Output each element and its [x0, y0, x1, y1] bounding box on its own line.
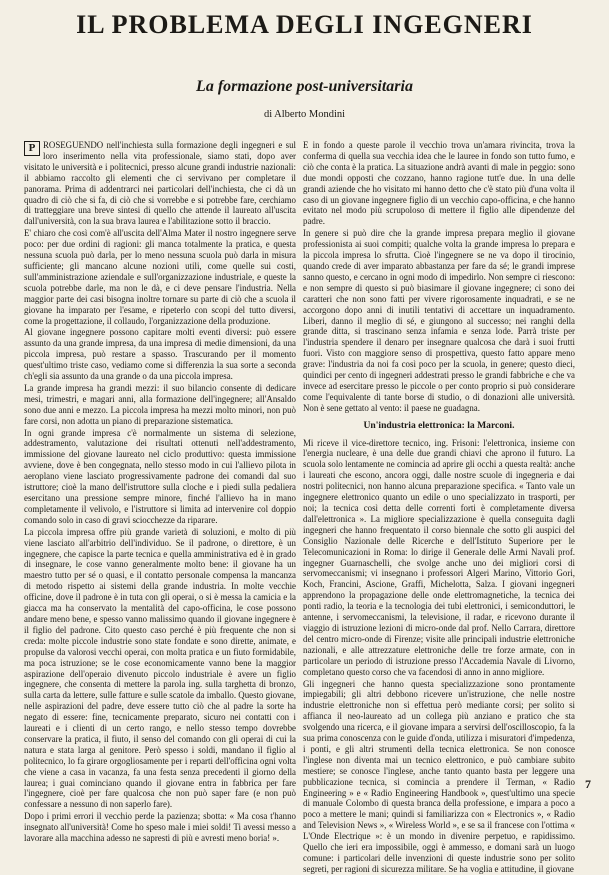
section-heading: Un'industria elettronica: la Marconi. [363, 419, 515, 431]
page-number: 7 [585, 777, 591, 791]
paragraph: La piccola impresa offre più grande varietà di soluzioni, e molto di più viene lasciato all'arbitrio dell'individuo. Se il padrone, o direttore, è un ingegnere, che capisce la parte tecnica e quella amministrativa ed è in grado di insegnare, le cose vanno generalmente molto bene: il giovane ha un maestro tutto per sé o quasi, e il contatto personale compensa la mancanza di metodo rispetto ai sistemi della grande industria. In molte vecchie officine, dove il padrone è in tuta con gli operai, o si è messa la camicia e la giacca ma ha conservato la mentalità del capo-officina, le cose possono andare meno bene, e spesso vanno malissimo quando il giovane ingegnere è il figlio del padrone. Cito questo caso perché è più frequente che non si creda: molte piccole industrie sono state fondate e sono dirette, animate, e propulse da valorosi vecchi operai, con molta pratica e un fiuto formidabile, ma poca istruzione; se le cose economicamente vanno bene la maggior aspirazione dell'operaio divenuto piccolo industriale è avere un figlio ingegnere, che consenta di mettere la parola ing. sulla targhetta di bronzo, sulla carta da lettere, sulle fatture e sulle scatole da imballo. Questo giovane, nelle aspirazioni del padre, deve essere tutto ciò che al padre la sorte ha negato di essere: fine, tecnicamente preparato, sicuro nei contatti con i laureati e i clienti di un certo rango, e nello stesso tempo dovrebbe conservare la pratica, il fiuto, il senso del comando con gli operai di cui la natura e stata larga al genitore. Però spesso i soldi, mandano il figlio al politecnico, lo fa girare orgogliosamente per i reparti dell'officina ogni volta che viene a casa in vacanza, fa una festa senza precedenti il giorno della laurea; i guai cominciano quando il giovane entra in fabbrica per fare l'ingegnere, cioè per fare qualcosa che non può saper fare (e non può confessare a nessuno di non saperlo fare). [24, 526, 296, 810]
drop-cap: P [24, 141, 40, 156]
paragraph: Mi riceve il vice-direttore tecnico, ing. Frisoni: l'elettronica, insieme con l'energia nucleare, è una delle due grandi chiavi che aprono il futuro. La scuola solo lentamente ne comincia ad aprire gli occhi a questa realtà: anche i laureati che escono, ancora oggi, dalle nostre scuole di ingegneria e dai nostri politecnici, non hanno alcuna preparazione specifica. « Tanto vale un ingegnere elettronico quanto un edile o uno specializzato in trasporti, per noi; la tecnica così detta delle correnti forti è completamente diversa dall'elettronica ». La migliore specializzazione è quella conseguita dagli ingegneri che hanno frequentato il corso biennale che sotto gli auspici del Consiglio Nazionale delle Ricerche e dell'Istituto Superiore per le Telecomunicazioni in Roma: lo dirige il Generale delle Armi Navali prof. ingegner Guarnaschelli, che svolge anche uno dei migliori corsi di servomeccanismi; vi insegnano i professori Algeri Marino, Vittorio Gori, Koch, Francini, Ascione, Graffi, Michelotta, Salza. I giovani ingegneri apprendono la propagazione delle onde elettromagnetiche, la tecnica dei ponti radio, la teoria e la tecnologia dei tubi elettronici, i semiconduttori, le antenne, i servomeccanismi, la televisione, il radar, e ricevono durante il viaggio di istruzione lezioni di micro-onde dal prof. Nello Carrara, direttore del centro micro-onde di Firenze; visite alle principali industrie elettroniche nazionali, e alle attrezzature elettroniche delle tre forze armate, con in particolare un periodo di istruzione presso l'Accademia Navale di Livorno, completano questo corso che va facendosi di anno in anno migliore. [303, 437, 575, 677]
paragraph: In genere si può dire che la grande impresa prepara meglio il giovane professionista ai suoi compiti; qualche volta la grande impresa lo prepara e la piccola impresa lo sfrutta. Cioè l'ingegnere se ne va dopo il tirocinio, quando crede di aver imparato abbastanza per fare da sé; le grandi imprese sanno questo, e cercano in ogni modo di impedirlo. Non sempre ci riescono: e non sempre di questo si può biasimare il giovane ingegnere; ci sono dei caratteri che non sono fatti per vivere rigorosamente inquadrati, e se ne accorgono dopo anni di inutili tentativi di accettare un inquadramento. Liberi, danno il meglio di sé, e giungono al successo; nei ranghi della grande ditta, si trascinano senza infamia e senza lode. Parrà triste per l'industria spendere il denaro per insegnare qualcosa che darà i suoi frutti fuori. Visto con maggiore senso di prospettiva, questo fatto appare meno grave: l'industria da noi fa così poco per la scuola, in genere; questo dieci, quindici per cento di ingegneri addestrati presso le grandi fabbriche e che va invece ad esercitare presso le piccole o per conto proprio si può considerare come l'equivalente di tante borse di studio, o di donazioni alle università. Non è sene gettato al vento: il paese ne guadagna. [303, 228, 575, 413]
left-column [24, 140, 296, 844]
paragraph: P ROSEGUENDO nell'inchiesta sulla formazione degli ingegneri e sul loro inserimento nella vita professionale, siamo stati, dopo aver visitato le università e i politecnici, presso alcune grandi industrie nazionali: il abbiamo raccolto gli elementi che ci servivano per completare il panorama. Prima di addentrarci nei particolari dell'inchiesta, che ci dà un quadro di ciò che si fa, di ciò che si vorrebbe e si potrebbe fare, cerchiamo di tratteggiare una breve sintesi di quello che attende il laureato all'uscita dall'università, con la sua brava laurea e l'abilitazione sotto il braccio. [24, 140, 296, 227]
article-subtitle: La formazione post-universitaria [196, 78, 413, 95]
article-title: IL PROBLEMA DEGLI INGEGNERI [76, 10, 533, 39]
paragraph: Al giovane ingegnere possono capitare molti eventi diversi: può essere assunto da una grande impresa, da una impresa di medie dimensioni, da una piccola impresa, può restare a spasso. Trascurando per il momento quest'ultimo triste caso, vediamo come si differenzia la sua sorte a seconda ch'egli sia assunto da una grande o da una piccola impresa. [24, 327, 296, 382]
paragraph: Dopo i primi errori il vecchio perde la pazienza; sbotta: « Ma cosa t'hanno insegnato all'università! Come ho speso male i miei soldi! Ti avessi messo a lavorare alla macchina adesso ne sapresti di più e avresti meno boria! ». [24, 811, 296, 844]
paragraph: In ogni grande impresa c'è normalmente un sistema di selezione, addestramento, valutazione dei risultati ottenuti nell'addestramento, immissione del giovane laureato nel ciclo produttivo: questa immissione avviene, dove è ben congegnata, nello stesso modo in cui l'allievo pilota in aeroplano viene lasciato progressivamente padrone dei comandi dal suo istruttore; cioè la mano dell'istruttore sulla cloche e i piedi sulla pedaliera esercitano una pressione sempre minore, finché l'allievo ha in mano completamente il velivolo, e l'istruttore si limita ad intervenire col doppio comando solo in caso di gravi sciocchezze da riparare. [24, 427, 296, 525]
paragraph: E in fondo a queste parole il vecchio trova un'amara rivincita, trova la conferma di quella sua vecchia idea che le lauree in fondo son tutto fumo, e ciò che conta è la pratica. La situazione andrà avanti di male in peggio: sono due mondi opposti che cozzano, hanno ragione tutt'e due. In una delle grandi aziende che ho visitato mi hanno detto che c'è stato più d'una volta il caso di un giovane ingegnere figlio di un vecchio capo-officina, e che hanno evitato nel modo più scrupoloso di mettere il figlio alle dipendenze del padre. [303, 140, 575, 227]
paragraph: Gli ingegneri che hanno questa specializzazione sono prontamente impiegabili; gli altri debbono ricevere un'istruzione, che nelle nostre industrie elettroniche non si effettua però mediante corsi; per solito si affianca il neo-laureato ad un collega più anziano e pratico che sta svolgendo una ricerca, e il giovane impara a servirsi dell'oscilloscopio, fa la sua prima conoscenza con le guide d'onda, utilizza i misuratori d'impedenza, i ponti, e gli altri strumenti della tecnica elettronica. Se non conosce l'inglese non diventa mai un tecnico elettronico, e può cambiare subito mestiere; se conosce l'inglese, anche tanto quanto basta per leggere una pubblicazione tecnica, si comincia a prendere il Terman, « Radio Engineering » e « Radio Engineering Handbook », quest'ultimo una specie di manuale Colombo di questa branca della professione, e impara a poco a poco a mettere le mani; quindi si familiarizza con « Electronics », « Radio and Television News », « Wireless World », e se sa il francese con l'ottima « L'Onde Electrique »: è un mondo in divenire perpetuo, e rapidissimo. Quello che ieri era impossibile, oggi è ammesso, e domani sarà un luogo comune: i particolari delle invenzioni di queste industrie sono per solito segreti, per ragioni di sicurezza militare. Se ha voglia e attitudine, il giovane [303, 678, 575, 874]
right-column [303, 140, 575, 874]
paragraph: E' chiaro che così com'è all'uscita dell'Alma Mater il nostro ingegnere serve poco: per due ordini di ragioni: gli manca totalmente la pratica, e questa nessuna scuola può darla, per lo meno nessuna scuola può darla in misura sufficiente; gli mancano alcune nozioni utili, come quelle sui costi, sull'amministrazione aziendale e sull'organizzazione industriale, e queste la scuola potrebbe darle, ma non le dà, e ci deve pensare l'industria. Nella maggior parte dei casi bisogna inoltre tornare su parte di ciò che a scuola il giovane ha imparato per l'esame, e ripeterlo con scopi del tutto diversi, come la progettazione, il collaudo, l'organizzazione della produzione. [24, 228, 296, 326]
article-byline: di Alberto Mondini [263, 109, 346, 120]
paragraph: La grande impresa ha grandi mezzi: il suo bilancio consente di dedicare mesi, trimestri, e magari anni, alla formazione dell'ingegnere; all'Ansaldo sono due anni e mezzo. La piccola impresa ha mezzi molto minori, non può fare corsi, non adotta un piano di preparazione sistematica. [24, 382, 296, 426]
